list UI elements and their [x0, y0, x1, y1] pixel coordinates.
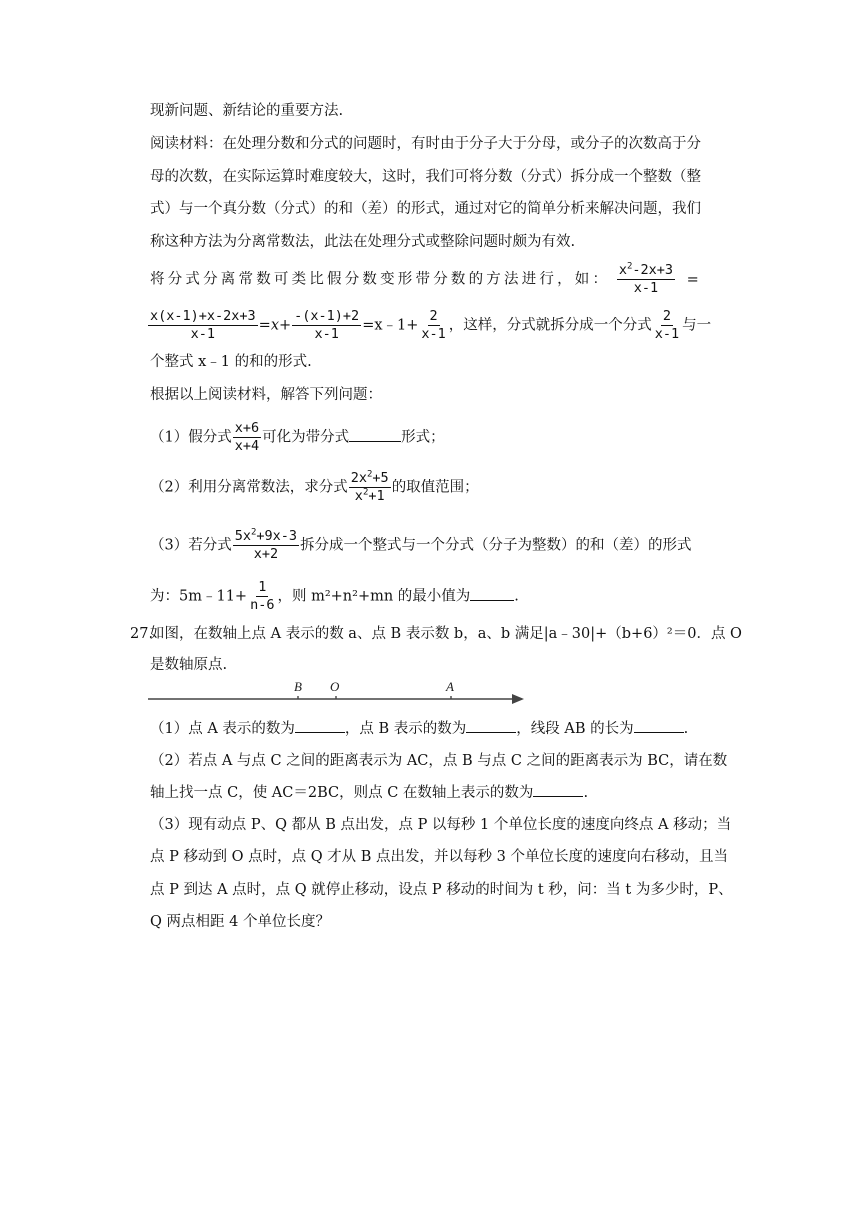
- question-1: （1）假分式 $\frac{x+6}{x+4}$ 可化为带分式 形式；: [150, 420, 445, 454]
- problem-27-number: 27.: [130, 626, 154, 642]
- label-a: A: [446, 679, 454, 694]
- question-2: （2）利用分离常数法，求分式 $\frac{2x^2+5}{x^2+1}$ 的取值范围；: [150, 469, 479, 504]
- answer-blank-a-value[interactable]: [295, 718, 345, 733]
- q3-fraction: $\frac{5x^2+9x-3}{x+2}$: [234, 527, 298, 562]
- subquestion-2-line-1: （2）若点 A 与点 C 之间的距离表示为 AC，点 B 与点 C 之间的距离表示为 BC，请在数: [150, 753, 728, 769]
- example-fraction-4: $\frac{2}{x-1}$: [421, 308, 446, 342]
- reading-line-7: 个整式 x﹣1 的和的形式.: [150, 354, 312, 370]
- reading-line-5: [150, 262, 699, 297]
- answer-blank-b-value[interactable]: [466, 718, 516, 733]
- answer-blank-q3[interactable]: [470, 586, 514, 601]
- reading-line-1: 阅读材料：在处理分数和分式的问题时，有时由于分子大于分母，或分子的次数高于分: [150, 136, 701, 152]
- number-line-figure: [148, 676, 528, 710]
- reading-line-5-text: 将分式分离常数可类比假分数变形带分数的方法进行，如：: [150, 271, 611, 288]
- subquestion-3-line-2: 点 P 移动到 O 点时，点 Q 才从 B 点出发，并以每秒 3 个单位长度的速度向右移动，且当: [150, 849, 729, 865]
- subquestion-2-line-2: 轴上找一点 C，使 AC＝2BC，则点 C 在数轴上表示的数为 .: [150, 782, 588, 803]
- intro-tail: 现新问题、新结论的重要方法.: [150, 103, 344, 119]
- q1-fraction: $\frac{x+6}{x+4}$: [234, 420, 260, 454]
- answer-blank-ab-length[interactable]: [634, 718, 684, 733]
- problem-27-line-2: 是数轴原点.: [150, 657, 228, 673]
- equals-sign: =: [686, 271, 699, 288]
- q3-answer-fraction: $\frac{1}{n-6}$: [250, 579, 275, 613]
- subquestion-3-line-4: Q 两点相距 4 个单位长度？: [150, 914, 330, 930]
- reading-line-6: $\frac{x(x-1)+x-2x+3}{x-1}$ =x+ $\frac{-(x-1)+2}{x-1}$ =x﹣1+ $\frac{2}{x-1}$ ，这样，分式就拆分成一个分式 $\frac{2}{x-1}$ 与一: [150, 308, 712, 342]
- example-fraction-2: $\frac{x(x-1)+x-2x+3}{x-1}$: [150, 308, 256, 342]
- example-fraction-5: $\frac{2}{x-1}$: [654, 308, 680, 342]
- reading-line-3: 式）与一个真分数（分式）的和（差）的形式，通过对它的简单分析来解决问题，我们: [150, 201, 701, 217]
- answer-blank-c-value[interactable]: [533, 782, 583, 797]
- problem-27-line-1: 如图，在数轴上点 A 表示的数 a、点 B 表示数 b，a、b 满足|a﹣30|+（b+6）²＝0．点 O: [150, 626, 742, 642]
- label-o: O: [330, 679, 340, 694]
- example-fraction-1: $\frac{x^2-2x+3}{x-1}$: [618, 261, 674, 296]
- subquestion-1: （1）点 A 表示的数为 ，点 B 表示的数为 ，线段 AB 的长为 .: [150, 718, 688, 739]
- reading-line-2: 母的次数，在实际运算时难度较大，这时，我们可将分数（分式）拆分成一个整数（整: [150, 169, 701, 185]
- reading-line-8: 根据以上阅读材料，解答下列问题：: [150, 387, 382, 403]
- question-3: （3）若分式 $\frac{5x^2+9x-3}{x+2}$ 拆分成一个整式与一个分式（分子为整数）的和（差）的形式: [150, 527, 692, 562]
- label-b: B: [294, 679, 302, 694]
- subquestion-3-line-3: 点 P 到达 A 点时，点 Q 就停止移动，设点 P 移动的时间为 t 秒，问：当 t 为多少时，P、: [150, 882, 733, 898]
- number-line-arrow: [512, 694, 524, 704]
- example-fraction-3: $\frac{-(x-1)+2}{x-1}$: [294, 308, 360, 342]
- q2-fraction: $\frac{2x^2+5}{x^2+1}$: [350, 469, 389, 504]
- answer-blank-q1[interactable]: [349, 427, 401, 442]
- question-3-line-2: 为：5m﹣11+ $\frac{1}{n-6}$ ，则 m²+n²+mn 的最小值为 .: [150, 579, 519, 613]
- reading-line-4: 称这种方法为分离常数法，此法在处理分式或整除问题时颇为有效.: [150, 234, 576, 250]
- subquestion-3-line-1: （3）现有动点 P、Q 都从 B 点出发，点 P 以每秒 1 个单位长度的速度向终点 A 移动；当: [150, 817, 732, 833]
